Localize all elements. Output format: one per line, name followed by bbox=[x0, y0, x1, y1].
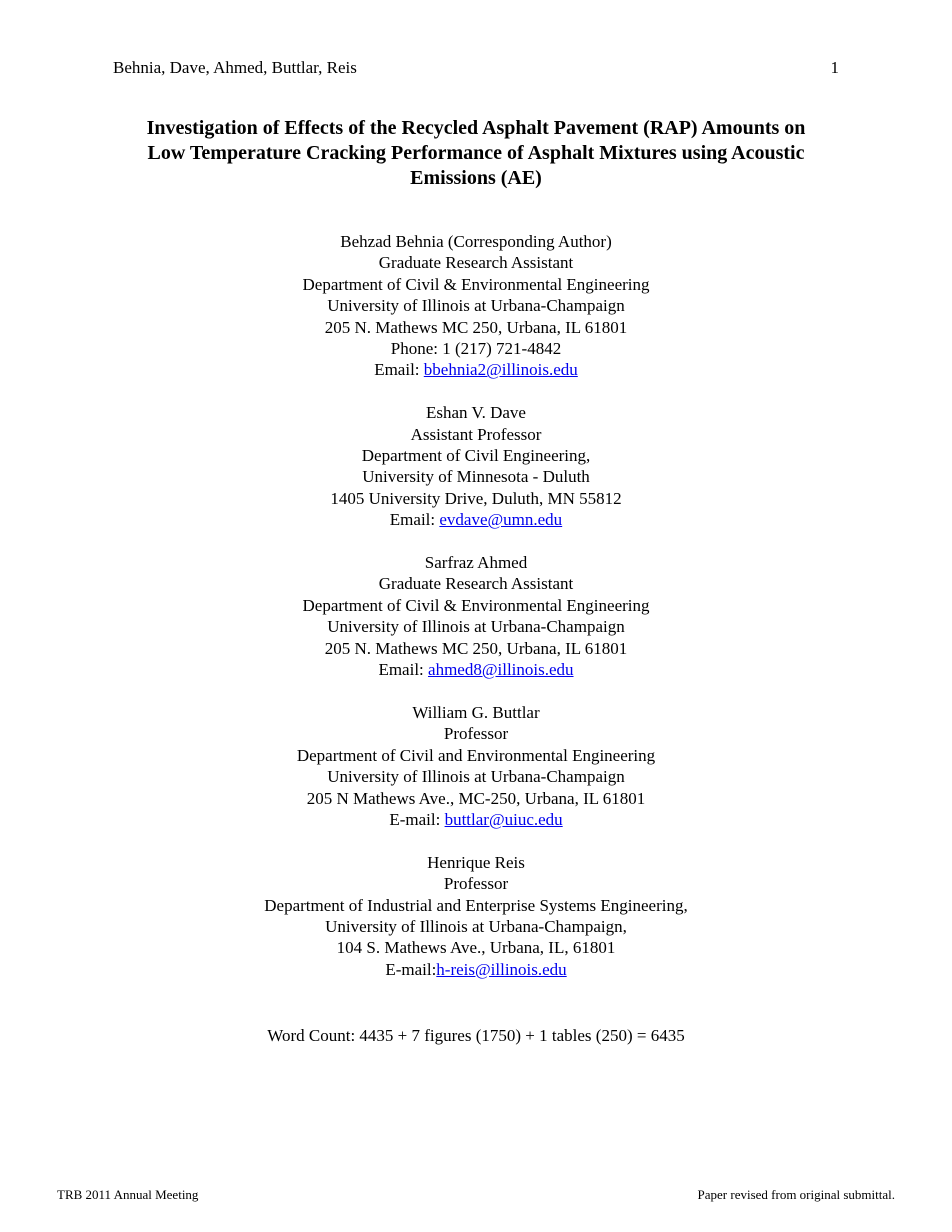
author-department: Department of Civil & Environmental Engineering bbox=[302, 595, 650, 615]
title-line-1: Investigation of Effects of the Recycled Asphalt Pavement (RAP) Amounts on bbox=[146, 117, 806, 139]
title-line-3: Emissions (AE) bbox=[410, 167, 542, 189]
author-position: Professor bbox=[443, 724, 509, 744]
author-email-line bbox=[100, 359, 852, 380]
author-department: Department of Civil and Environmental Engineering bbox=[296, 745, 656, 765]
author-block-reis bbox=[100, 852, 852, 980]
author-name: Sarfraz Ahmed bbox=[424, 553, 528, 573]
author-position: Professor bbox=[443, 874, 509, 894]
author-department: Department of Civil & Environmental Engineering bbox=[302, 274, 650, 294]
page-number: 1 bbox=[830, 58, 839, 77]
author-list bbox=[100, 231, 852, 1002]
author-address: 1405 University Drive, Duluth, MN 55812 bbox=[330, 488, 622, 508]
author-name: Behzad Behnia (Corresponding Author) bbox=[340, 232, 612, 251]
author-name: Henrique Reis bbox=[427, 852, 525, 872]
author-block-ahmed bbox=[100, 552, 852, 680]
email-label: E-mail: bbox=[385, 959, 437, 979]
author-address: 205 N. Mathews MC 250, Urbana, IL 61801 bbox=[324, 638, 628, 658]
author-position: Graduate Research Assistant bbox=[378, 574, 574, 594]
author-name: William G. Buttlar bbox=[412, 702, 540, 722]
author-position: Assistant Professor bbox=[410, 424, 542, 444]
author-phone: Phone: 1 (217) 721-4842 bbox=[390, 339, 562, 359]
author-block-behnia bbox=[100, 231, 852, 381]
author-email-line bbox=[100, 809, 852, 830]
footer-meeting: TRB 2011 Annual Meeting bbox=[57, 1187, 199, 1202]
author-institution: University of Minnesota - Duluth bbox=[362, 467, 590, 487]
email-link[interactable]: h-reis@illinois.edu bbox=[436, 959, 567, 979]
author-institution: University of Illinois at Urbana-Champaign, bbox=[325, 916, 627, 936]
email-label: Email: bbox=[374, 360, 424, 380]
author-position: Graduate Research Assistant bbox=[378, 253, 574, 273]
author-email-line bbox=[100, 509, 852, 530]
author-institution: University of Illinois at Urbana-Champaign bbox=[327, 617, 625, 637]
email-link[interactable]: bbehnia2@illinois.edu bbox=[423, 360, 578, 380]
author-address: 205 N Mathews Ave., MC-250, Urbana, IL 61801 bbox=[306, 788, 646, 808]
author-department: Department of Industrial and Enterprise Systems Engineering, bbox=[264, 895, 688, 915]
footer-revision-note: Paper revised from original submittal. bbox=[697, 1187, 895, 1202]
author-email-line bbox=[100, 959, 852, 980]
email-link[interactable]: buttlar@uiuc.edu bbox=[444, 809, 563, 829]
email-label: E-mail: bbox=[389, 809, 445, 829]
email-link[interactable]: evdave@umn.edu bbox=[439, 510, 563, 530]
author-block-buttlar bbox=[100, 702, 852, 830]
author-address: 205 N. Mathews MC 250, Urbana, IL 61801 bbox=[324, 317, 628, 337]
email-label: Email: bbox=[378, 660, 429, 680]
author-institution: University of Illinois at Urbana-Champaign bbox=[327, 767, 625, 787]
author-name: Eshan V. Dave bbox=[426, 403, 526, 423]
word-count: Word Count: 4435 + 7 figures (1750) + 1 tables (250) = 6435 bbox=[267, 1026, 685, 1045]
author-address: 104 S. Mathews Ave., Urbana, IL, 61801 bbox=[336, 938, 616, 958]
running-header-authors: Behnia, Dave, Ahmed, Buttlar, Reis bbox=[113, 58, 357, 77]
author-email-line bbox=[100, 659, 852, 680]
paper-title bbox=[100, 116, 852, 191]
author-block-dave bbox=[100, 402, 852, 530]
email-link[interactable]: ahmed8@illinois.edu bbox=[428, 660, 574, 680]
author-department: Department of Civil Engineering, bbox=[361, 446, 591, 466]
email-label: Email: bbox=[389, 510, 440, 530]
author-institution: University of Illinois at Urbana-Champaign bbox=[327, 296, 625, 316]
title-line-2: Low Temperature Cracking Performance of Asphalt Mixtures using Acoustic bbox=[147, 142, 805, 164]
